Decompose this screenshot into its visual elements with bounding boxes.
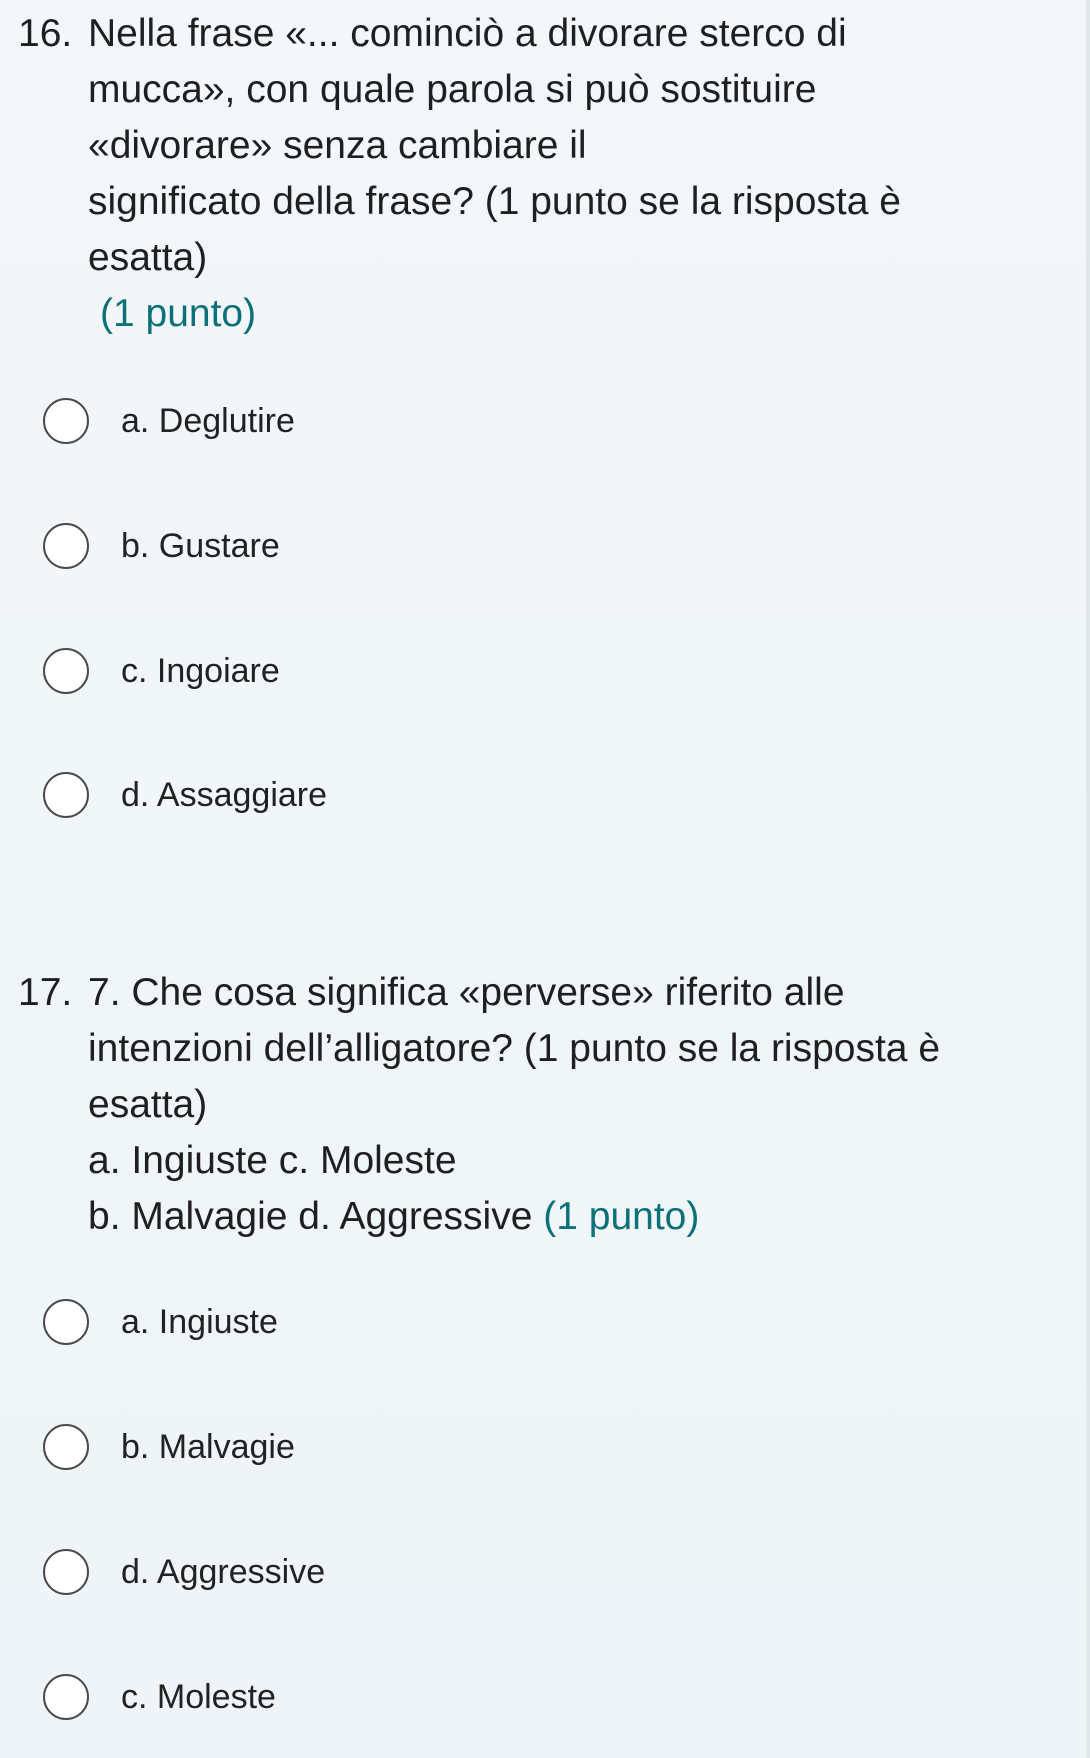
radio-button-empty-icon[interactable] [43, 772, 89, 818]
page-edge-divider [1086, 0, 1090, 1758]
question-line: a. Ingiuste c. Moleste [88, 1139, 457, 1182]
option-label: d. Assaggiare [121, 775, 328, 814]
question-line: Nella frase «... cominciò a divorare sterco di [88, 12, 847, 55]
question-number: 16. [18, 12, 73, 55]
option-gustare[interactable] [43, 521, 280, 571]
option-malvagie[interactable] [43, 1422, 295, 1472]
question-line: b. Malvagie d. Aggressive [88, 1195, 544, 1238]
question-line: significato della frase? (1 punto se la risposta è [88, 180, 901, 223]
option-label: a. Ingiuste [121, 1302, 278, 1341]
radio-button-empty-icon[interactable] [43, 1674, 89, 1720]
radio-button-empty-icon[interactable] [43, 1299, 89, 1345]
option-aggressive[interactable] [43, 1547, 325, 1597]
option-label: c. Moleste [121, 1677, 276, 1716]
option-deglutire[interactable] [43, 396, 295, 446]
option-label: d. Aggressive [121, 1552, 326, 1591]
option-ingoiare[interactable] [43, 646, 280, 696]
question-text [88, 6, 1048, 342]
option-label: c. Ingoiare [121, 651, 280, 690]
option-moleste[interactable] [43, 1672, 276, 1722]
question-text [88, 965, 1048, 1245]
question-17 [18, 965, 1058, 1245]
option-label: b. Gustare [121, 526, 280, 565]
question-line: intenzioni dell’alligatore? (1 punto se la risposta è [88, 1027, 941, 1070]
option-label: a. Deglutire [121, 401, 295, 440]
question-line: esatta) [88, 236, 208, 279]
option-assaggiare[interactable] [43, 770, 327, 820]
question-line: «divorare» senza cambiare il [88, 124, 587, 167]
option-ingiuste[interactable] [43, 1297, 278, 1347]
question-line: esatta) [88, 1083, 208, 1126]
question-16 [18, 6, 1058, 342]
question-line: mucca», con quale parola si può sostituire [88, 68, 817, 111]
radio-button-empty-icon[interactable] [43, 1549, 89, 1595]
radio-button-empty-icon[interactable] [43, 523, 89, 569]
points-label: (1 punto) [543, 1195, 700, 1238]
option-label: b. Malvagie [121, 1427, 295, 1466]
question-line-with-points [88, 1189, 1048, 1245]
radio-button-empty-icon[interactable] [43, 648, 89, 694]
question-line: 7. Che cosa significa «perverse» riferito alle [88, 971, 845, 1014]
radio-button-empty-icon[interactable] [43, 1424, 89, 1470]
radio-button-empty-icon[interactable] [43, 398, 89, 444]
question-number: 17. [18, 971, 73, 1014]
points-label: (1 punto) [100, 292, 257, 335]
